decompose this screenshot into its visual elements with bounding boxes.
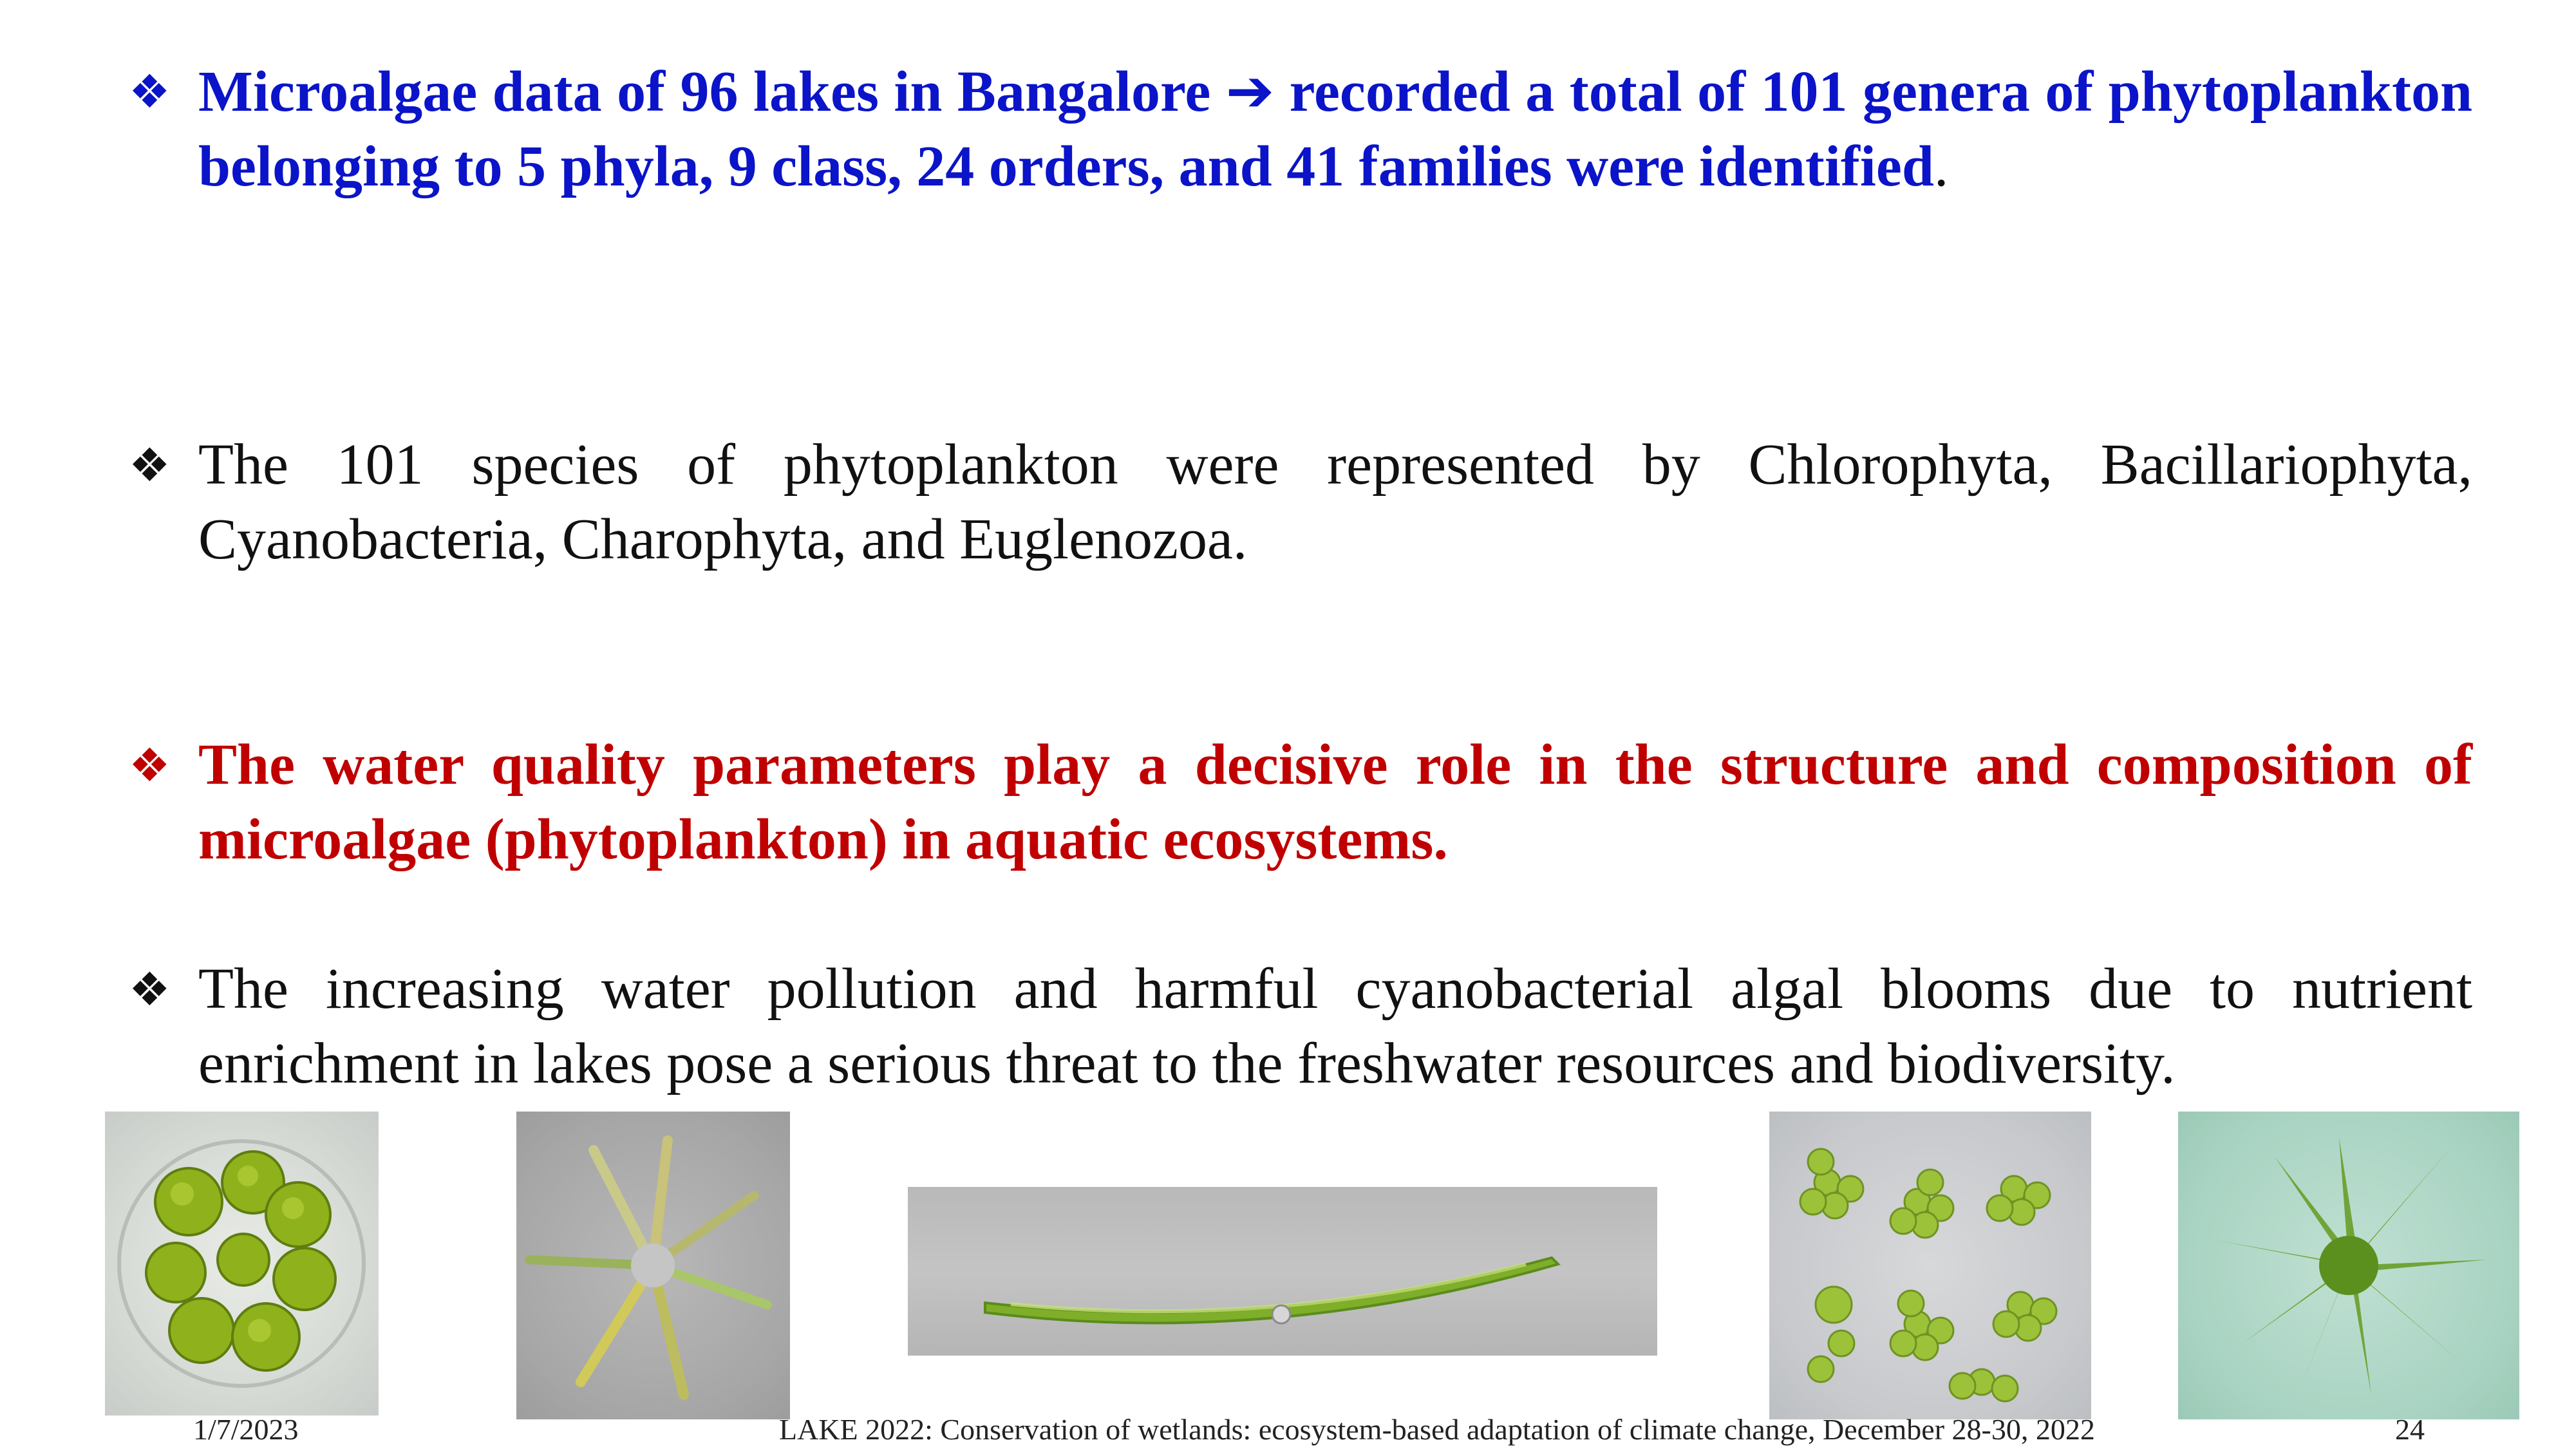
right-arrow-icon: ➔: [1225, 57, 1275, 125]
diatom-star-colony-photo: [516, 1112, 790, 1419]
bullet-1-text: [198, 54, 2472, 204]
bullet-4-text: The increasing water pollution and harmful cyanobacterial algal blooms due to nutrient enrichment in lakes pose a serious threat to the freshwater resources and biodiversity.: [198, 957, 2472, 1095]
diamond-bullet-icon: ❖: [129, 64, 171, 118]
bullet-3: [129, 728, 2472, 877]
bullet-3-text: The water quality parameters play a decisive role in the structure and composition of microalgae (phytoplankton) in aquatic ecosystems.: [198, 733, 2472, 871]
diamond-bullet-icon: ❖: [129, 438, 171, 492]
cell-clusters-photo: [1769, 1112, 2091, 1419]
footer-page-number: 24: [2395, 1413, 2425, 1446]
bullet-1: [129, 54, 2472, 204]
footer-title: LAKE 2022: Conservation of wetlands: ecosystem-based adaptation of climate change, December 28-30, 2022: [779, 1413, 2095, 1446]
bullet-2-text: The 101 species of phytoplankton were represented by Chlorophyta, Bacillariophyta, Cyanobacteria, Charophyta, and Euglenozoa.: [198, 433, 2472, 571]
microalgae-colony-photo: [105, 1112, 379, 1416]
bullet-2: [129, 428, 2472, 577]
diamond-bullet-icon: ❖: [129, 962, 171, 1016]
diamond-bullet-icon: ❖: [129, 738, 171, 792]
bullet-1-period: .: [1933, 135, 1949, 198]
bullet-4: [129, 952, 2472, 1101]
filamentous-alga-photo: [908, 1187, 1657, 1356]
bullet-1-part1: Microalgae data of 96 lakes in Bangalore: [198, 60, 1211, 124]
bullet-1-part2: recorded a total of 101 genera of phytoplankton belonging to 5 phyla, 9 class, 24 orders, and 41 families were identified: [198, 60, 2473, 198]
spiky-green-cell-photo: [2178, 1112, 2519, 1419]
footer-date: 1/7/2023: [193, 1413, 299, 1446]
